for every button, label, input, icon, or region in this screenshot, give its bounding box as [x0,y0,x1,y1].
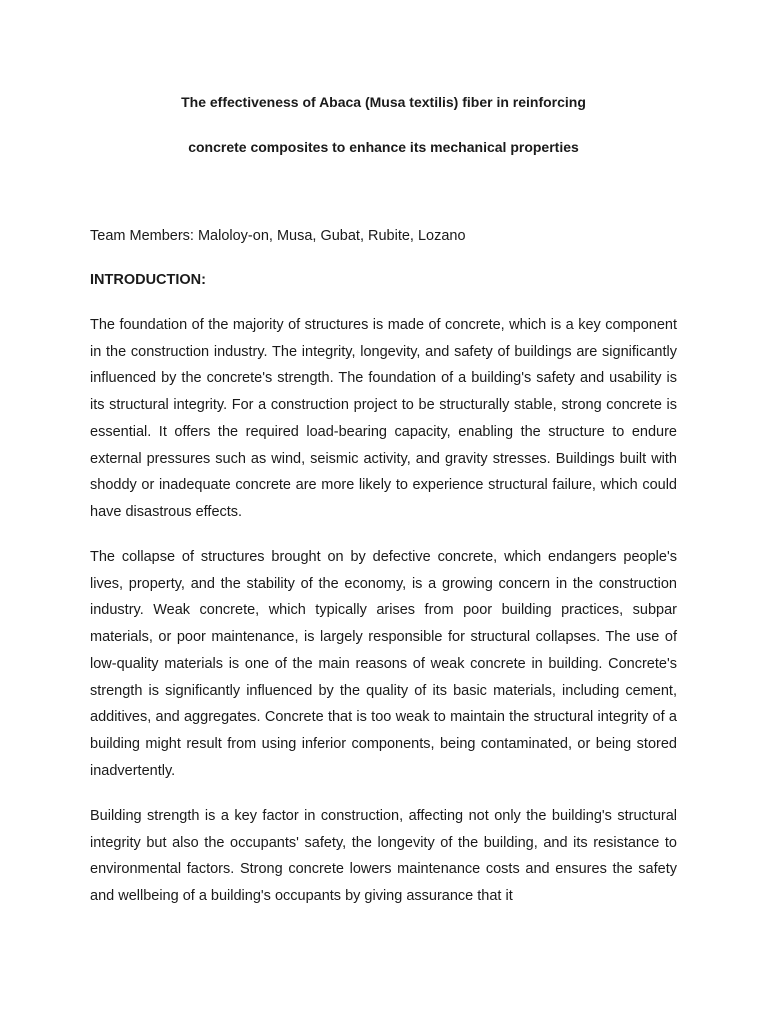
paragraph: The foundation of the majority of structures is made of concrete, which is a key component in the construction industry. The integrity, longevity, and safety of buildings are significantly influenced by the concrete's strength. The foundation of a building's safety and usability is its structural integrity. For a construction project to be structurally stable, strong concrete is essential. It offers the required load-bearing capacity, enabling the structure to endure external pressures such as wind, seismic activity, and gravity stresses. Buildings built with shoddy or inadequate concrete are more likely to experience structural failure, which could have disastrous effects. [90,317,677,520]
paragraph: Building strength is a key factor in construction, affecting not only the building's structural integrity but also the occupants' safety, the longevity of the building, and its resistance to environmental factors. Strong concrete lowers maintenance costs and ensures the safety and wellbeing of a building's occupants by giving assurance that it [90,808,677,905]
team-members: Team Members: Maloloy-on, Musa, Gubat, Rubite, Lozano [90,228,466,244]
document-title-line-1: The effectiveness of Abaca (Musa textilis) fiber in reinforcing [181,94,586,110]
section-heading-introduction: INTRODUCTION: [90,272,206,288]
paragraph: The collapse of structures brought on by defective concrete, which endangers people's lives, property, and the stability of the economy, is a growing concern in the construction industry. Weak concrete, which typically arises from poor building practices, subpar materials, or poor maintenance, is largely responsible for structural collapses. The use of low-quality materials is one of the main reasons of weak concrete in building. Concrete's strength is significantly influenced by the quality of its basic materials, including cement, additives, and aggregates. Concrete that is too weak to maintain the structural integrity of a building might result from using inferior components, being contaminated, or being stored inadvertently. [90,549,677,779]
document-title-line-2: concrete composites to enhance its mechanical properties [188,139,579,155]
